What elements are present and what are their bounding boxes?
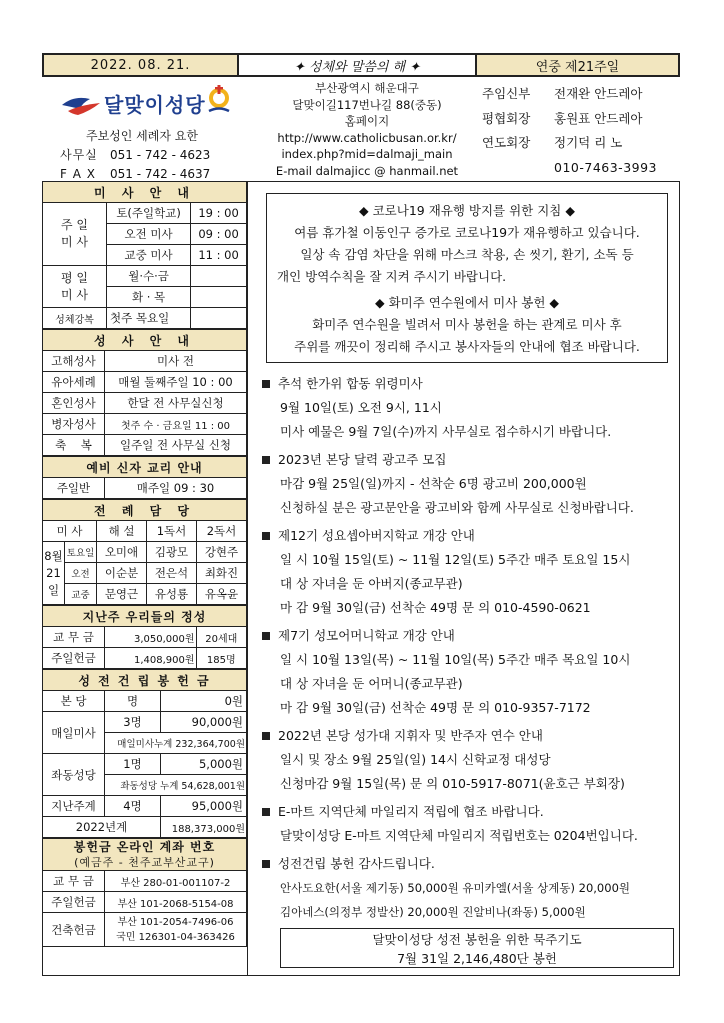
fund-amount: 0원 — [161, 691, 247, 712]
sacraments-header: 성 사 안 내 — [43, 330, 247, 351]
account-number: 국민 126301-04-363426 — [116, 931, 235, 943]
announcement-item — [262, 624, 680, 720]
fax-label: F A X — [60, 167, 96, 181]
mass-time — [191, 266, 247, 287]
column-divider — [247, 181, 248, 976]
year-motto: ✦ 성체와 말씀의 해 ✦ — [239, 55, 477, 75]
fund-label: 매일미사 — [43, 712, 105, 754]
officer-phone: 010-7463-3993 — [554, 159, 658, 175]
fund-label: 2022년계 — [43, 817, 161, 838]
mass-name: 월·수·금 — [107, 266, 191, 287]
retreat-title: ◆ 화미주 연수원에서 미사 봉헌 ◆ — [375, 295, 559, 310]
address-line: 달맞이길117번나길 88(중동) — [292, 97, 442, 112]
covid-title: ◆ 코로나19 재유행 방지를 위한 지침 ◆ — [359, 203, 575, 218]
covid-text: 개인 방역수칙을 잘 지켜 주시기 바랍니다. — [277, 269, 507, 284]
announcements — [262, 372, 680, 928]
announcement-title: 제7기 성모어머니학교 개강 안내 — [278, 628, 455, 643]
reader-2: 강현주 — [197, 542, 247, 563]
reader-1: 전은석 — [147, 563, 197, 584]
adoration-label: 성체강복 — [43, 308, 107, 329]
announcement-line: 미사 예물은 9월 7일(수)까지 사무실로 접수하시기 바랍니다. — [280, 424, 612, 439]
sacraments-table — [42, 329, 247, 456]
homepage-url[interactable]: http://www.catholicbusan.or.kr/ — [277, 130, 457, 145]
moon-emblem-icon — [206, 84, 232, 116]
sacrament-value: 매월 둘째주일 10 : 00 — [105, 372, 247, 393]
announcement-line: 일 시 10월 15일(토) ~ 11월 12일(토) 5주간 매주 토요일 15시 — [280, 552, 631, 567]
commentator: 문영근 — [97, 584, 147, 605]
column-header: 미 사 — [43, 521, 97, 542]
announcement-line: 마 감 9월 30일(금) 선착순 49명 문 의 010-4590-0621 — [280, 600, 591, 615]
announcement-title: 2022년 본당 성가대 지휘자 및 반주자 연수 안내 — [278, 728, 543, 743]
retreat-text: 화미주 연수원을 빌려서 미사 봉헌을 하는 관계로 미사 후 — [312, 317, 622, 332]
offering-label: 교 무 금 — [43, 627, 105, 648]
commentator: 이순분 — [97, 563, 147, 584]
fund-count: 4명 — [105, 796, 161, 817]
phone-label: 사무실 — [60, 148, 98, 162]
fund-amount: 90,000원 — [161, 712, 247, 733]
dove-icon — [60, 89, 102, 117]
announcement-line: 신청하실 분은 광고문안을 광고비와 함께 사무실로 신청바랍니다. — [280, 500, 634, 515]
sacrament-label: 유아세례 — [43, 372, 105, 393]
offering-amount: 3,050,000원 — [105, 627, 197, 648]
retreat-text: 주위를 깨끗이 정리해 주시고 봉사자들의 안내에 협조 바랍니다. — [294, 339, 640, 354]
sacrament-value: 일주일 전 사무실 신청 — [105, 435, 247, 456]
catechism-table — [42, 456, 247, 499]
offering-table — [42, 605, 247, 669]
square-bullet-icon — [262, 632, 270, 640]
mass-name: 오전 미사 — [107, 224, 191, 245]
account-label: 교 무 금 — [43, 871, 105, 892]
officer-role: 주임신부 — [482, 86, 531, 101]
adoration-value: 첫주 목요일 — [107, 308, 191, 329]
accounts-header — [43, 839, 247, 871]
square-bullet-icon — [262, 532, 270, 540]
announcement-line: 대 상 자녀을 둔 아버지(종교무관) — [280, 576, 463, 591]
weekday-mass-label: 평 일 미 사 — [43, 266, 107, 308]
sacrament-value: 미사 전 — [105, 351, 247, 372]
homepage-url-path[interactable]: index.php?mid=dalmaji_main — [281, 147, 453, 161]
parish-address — [262, 80, 472, 179]
square-bullet-icon — [262, 456, 270, 464]
sunday-mass-label: 주 일 미 사 — [43, 203, 107, 266]
reader-1: 김광모 — [147, 542, 197, 563]
sacrament-value: 첫주 수 · 금요일 11 : 00 — [105, 414, 247, 435]
announcement-item — [262, 524, 680, 620]
fax-number: 051 - 742 - 4637 — [110, 167, 211, 181]
mass-slot: 토요일 — [65, 542, 97, 563]
liturgy-header: 전 례 담 당 — [43, 500, 247, 521]
mass-time: 11 : 00 — [191, 245, 247, 266]
bulletin-date: 2022. 08. 21. — [44, 55, 239, 75]
account-number-pair — [105, 913, 247, 947]
announcement-title: E-마트 지역단체 마일리지 적립에 협조 바랍니다. — [278, 804, 544, 819]
officer-role: 연도회장 — [482, 135, 531, 150]
mass-header: 미 사 안 내 — [43, 182, 247, 203]
mass-name: 교중 미사 — [107, 245, 191, 266]
reader-1: 유성룡 — [147, 584, 197, 605]
liturgical-week: 연중 제21주일 — [535, 59, 620, 75]
account-number: 부산 101-2068-5154-08 — [105, 892, 247, 913]
offering-header: 지난주 우리들의 정성 — [43, 606, 247, 627]
announcement-item — [262, 372, 680, 444]
reader-2: 유옥윤 — [197, 584, 247, 605]
officer-name: 홍원표 안드레아 — [554, 110, 643, 126]
announcement-line: 일 시 10월 13일(목) ~ 11월 10일(목) 5주간 매주 목요일 10시 — [280, 652, 631, 667]
square-bullet-icon — [262, 860, 270, 868]
announcement-line: 신청마감 9월 15일(목) 문 의 010-5917-8071(윤호근 부회장) — [280, 776, 625, 791]
square-bullet-icon — [262, 732, 270, 740]
announcement-item — [262, 852, 680, 924]
address-line: 부산광역시 해운대구 — [315, 81, 419, 95]
fund-cumulative: 좌동성당 누계 54,628,001원 — [105, 775, 247, 796]
announcement-item — [262, 724, 680, 796]
sacrament-label: 병자성사 — [43, 414, 105, 435]
patron-saint: 주보성인 세례자 요한 — [86, 129, 198, 143]
announcement-line: 김아네스(의정부 정발산) 20,000원 진알비나(좌동) 5,000원 — [280, 905, 586, 919]
liturgy-roles-table — [42, 499, 247, 605]
announcement-title: 제12기 성요셉아버지학교 개강 안내 — [278, 528, 475, 543]
announcement-line: 마감 9월 25일(일)까지 - 선착순 6명 광고비 200,000원 — [280, 476, 587, 491]
announcement-title: 2023년 본당 달력 광고주 모집 — [278, 452, 447, 467]
covid-text: 여름 휴가철 이동인구 증가로 코로나19가 재유행하고 있습니다. — [294, 225, 640, 240]
catechism-value: 매주일 09 : 30 — [105, 478, 247, 499]
announcement-line: 안사도요한(서울 제기동) 50,000원 유미카엘(서울 상계동) 20,000원 — [280, 881, 630, 895]
officer-name: 전재완 안드레아 — [554, 86, 643, 101]
sacrament-value: 한달 전 사무실신청 — [105, 393, 247, 414]
fund-count: 3명 — [105, 712, 161, 733]
notice-box — [266, 193, 668, 363]
mass-time — [191, 287, 247, 308]
parish-name: 달맞이성당 — [104, 92, 206, 117]
mass-slot: 오전 — [65, 563, 97, 584]
mass-slot: 교중 — [65, 584, 97, 605]
account-label: 건축헌금 — [43, 913, 105, 947]
column-header: 해 설 — [97, 521, 147, 542]
column-header: 1독서 — [147, 521, 197, 542]
sacrament-label: 혼인성사 — [43, 393, 105, 414]
fund-amount: 188,373,000원 — [161, 817, 247, 838]
account-number: 부산 101-2054-7496-06 — [117, 916, 234, 928]
square-bullet-icon — [262, 380, 270, 388]
accounts-title: 봉헌금 온라인 계좌 번호 — [73, 839, 216, 854]
offering-count: 185명 — [196, 648, 246, 669]
fund-label: 지난주계 — [43, 796, 105, 817]
fund-count: 명 — [105, 691, 161, 712]
officer-name: 정기덕 리 노 — [554, 135, 623, 150]
mass-time: 19 : 00 — [191, 203, 247, 224]
officer-role: 평협회장 — [482, 110, 531, 126]
account-number: 부산 280-01-001107-2 — [105, 871, 247, 892]
announcement-title: 성전건립 봉헌 감사드립니다. — [278, 856, 435, 871]
prayer-title: 달맞이성당 성전 봉헌을 위한 묵주기도 — [372, 932, 582, 947]
fund-amount: 95,000원 — [161, 796, 247, 817]
offering-label: 주일헌금 — [43, 648, 105, 669]
parish-logo — [60, 86, 230, 120]
commentator: 오미애 — [97, 542, 147, 563]
accounts-table — [42, 838, 247, 947]
offering-count: 20세대 — [196, 627, 246, 648]
square-bullet-icon — [262, 808, 270, 816]
catechism-header: 예비 신자 교리 안내 — [43, 457, 247, 478]
accounts-owner: (예금주 - 천주교부산교구) — [74, 855, 215, 869]
parish-contact — [60, 127, 240, 184]
catechism-label: 주일반 — [43, 478, 105, 499]
mass-name: 토(주일학교) — [107, 203, 191, 224]
rosary-prayer-box — [280, 928, 674, 968]
building-fund-header: 성 전 건 립 봉 헌 금 — [43, 670, 247, 691]
left-column — [42, 181, 247, 947]
building-fund-table — [42, 669, 247, 838]
fund-label: 좌동성당 — [43, 754, 105, 796]
announcement-line: 달맞이성당 E-마트 지역단체 마일리지 적립번호는 0204번입니다. — [280, 828, 638, 843]
announcement-title: 추석 한가위 합동 위령미사 — [278, 376, 423, 391]
reader-2: 최화진 — [197, 563, 247, 584]
email-address[interactable]: E-mail dalmajicc @ hanmail.net — [275, 163, 459, 178]
homepage-label: 홈페이지 — [344, 114, 390, 128]
officers-list — [482, 82, 682, 180]
sacrament-label: 고해성사 — [43, 351, 105, 372]
announcement-line: 9월 10일(토) 오전 9시, 11시 — [280, 400, 442, 415]
fund-cumulative: 매일미사누계 232,364,700원 — [105, 733, 247, 754]
phone-number: 051 - 742 - 4623 — [110, 148, 211, 162]
fund-amount: 5,000원 — [161, 754, 247, 775]
announcement-item — [262, 800, 680, 848]
column-header: 2독서 — [197, 521, 247, 542]
covid-text: 일상 속 감염 차단을 위해 마스크 착용, 손 씻기, 환기, 소독 등 — [300, 247, 634, 262]
announcement-item — [262, 448, 680, 520]
account-label: 주일헌금 — [43, 892, 105, 913]
prayer-count: 7월 31일 2,146,480단 봉헌 — [397, 951, 557, 966]
mass-schedule-table — [42, 181, 247, 329]
fund-count: 1명 — [105, 754, 161, 775]
fund-label: 본 당 — [43, 691, 105, 712]
header-bar — [42, 53, 680, 77]
liturgy-date: 8월 21일 — [43, 542, 65, 605]
mass-name: 화 · 목 — [107, 287, 191, 308]
announcement-line: 마 감 9월 30일(금) 선착순 49명 문 의 010-9357-7172 — [280, 700, 591, 715]
announcement-line: 대 상 자녀을 둔 어머니(종교무관) — [280, 676, 463, 691]
announcement-line: 일시 및 장소 9월 25일(일) 14시 신학교정 대성당 — [280, 752, 551, 767]
mass-time: 09 : 00 — [191, 224, 247, 245]
sacrament-label: 축 복 — [43, 435, 105, 456]
offering-amount: 1,408,900원 — [105, 648, 197, 669]
